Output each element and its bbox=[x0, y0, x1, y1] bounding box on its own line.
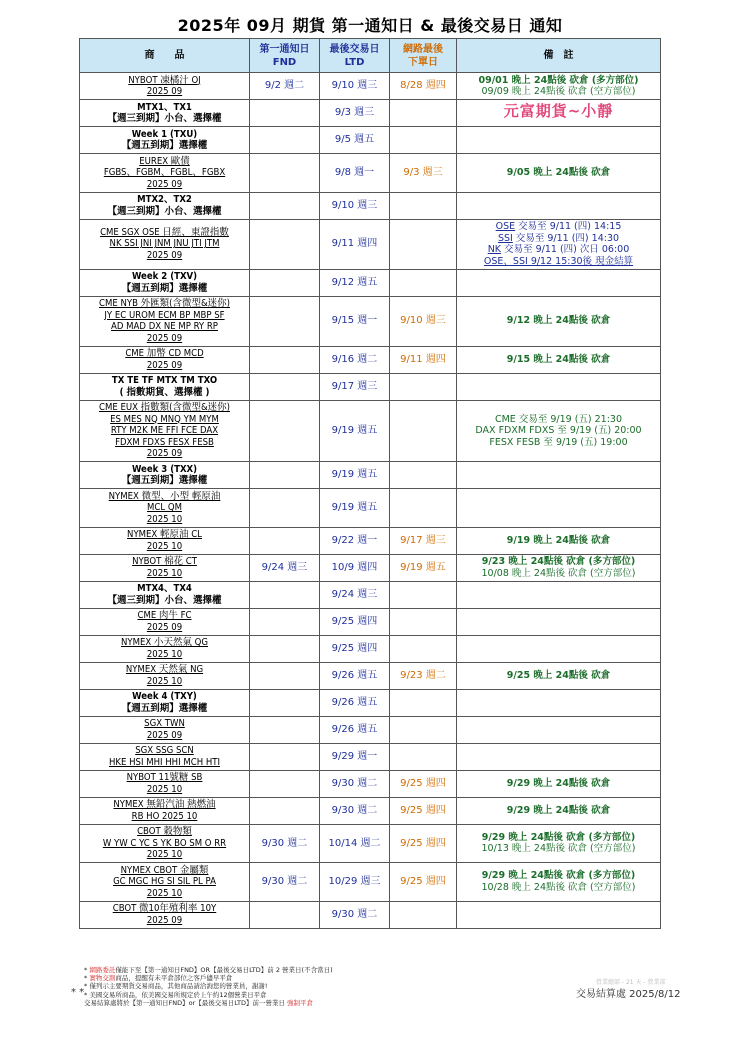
net-order-cell: 9/10 週三 bbox=[390, 296, 457, 346]
header-ltd-en: LTD bbox=[344, 56, 365, 68]
table-row bbox=[80, 863, 661, 902]
table-row bbox=[80, 901, 661, 928]
product-line: 2025 09 bbox=[146, 359, 183, 371]
faint-stamp: 營業總部 - 21 天 - 營業部 bbox=[596, 979, 666, 986]
note-cell bbox=[457, 373, 661, 400]
fnd-cell bbox=[250, 100, 320, 127]
product-line: MTX4、TX4 bbox=[137, 583, 192, 594]
product-cell bbox=[80, 797, 250, 824]
net-order-cell bbox=[390, 269, 457, 296]
net-order-cell bbox=[390, 689, 457, 716]
footnote-line: * 美國交易所商品，依美國交易所規定於上午約12個營業日平倉 bbox=[84, 990, 267, 999]
note-line: DAX FDXM FDXS 至 9/19 (五) 20:00 bbox=[475, 425, 642, 436]
product-cell bbox=[80, 462, 250, 489]
product-cell bbox=[80, 554, 250, 581]
table-row bbox=[80, 824, 661, 863]
product-cell bbox=[80, 527, 250, 554]
table-row bbox=[80, 219, 661, 269]
ltd-cell: 9/5 週五 bbox=[320, 127, 390, 154]
footnote-line: * 網路委託僅能下至【第一通知日FND】OR【最後交易日LTD】前 2 營業日(不含當日) bbox=[84, 966, 333, 974]
fnd-cell bbox=[250, 716, 320, 743]
note-line: 09/01 晚上 24點後 砍倉 (多方部位) bbox=[478, 74, 639, 86]
product-line: 2025 10 bbox=[146, 849, 183, 860]
net-order-cell bbox=[390, 127, 457, 154]
table-row bbox=[80, 73, 661, 100]
table-row bbox=[80, 635, 661, 662]
product-line: 【週五到期】選擇權 bbox=[121, 475, 208, 486]
fnd-cell bbox=[250, 400, 320, 462]
table-row bbox=[80, 100, 661, 127]
product-line: ES MES NQ MNQ YM MYM bbox=[110, 413, 219, 425]
product-line: NYMEX 無鉛汽油 熱燃油 bbox=[113, 799, 216, 810]
ltd-cell: 9/30 週二 bbox=[320, 901, 390, 928]
table-row bbox=[80, 296, 661, 346]
fnd-cell bbox=[250, 462, 320, 489]
fnd-cell bbox=[250, 662, 320, 689]
net-order-cell bbox=[390, 581, 457, 608]
note-line: 10/08 晚上 24點後 砍倉 (空方部位) bbox=[481, 567, 636, 579]
product-line: TX TE TF MTX TM TXO bbox=[111, 375, 218, 386]
net-order-cell bbox=[390, 219, 457, 269]
product-line: ( 指數期貨、選擇權 ) bbox=[119, 386, 210, 398]
product-cell bbox=[80, 716, 250, 743]
note-line: SSI 交易至 9/11 (四) 14:30 bbox=[497, 232, 620, 244]
header-ltd-zh: 最後交易日 bbox=[329, 43, 380, 55]
product-line: 2025 09 bbox=[146, 729, 183, 741]
ltd-cell: 9/24 週三 bbox=[320, 581, 390, 608]
note-cell bbox=[457, 901, 661, 928]
note-cell bbox=[457, 346, 661, 373]
product-line: 2025 09 bbox=[146, 332, 183, 344]
product-line: CBOT 穀物類 bbox=[137, 826, 192, 837]
header-fnd bbox=[250, 39, 320, 73]
fnd-cell bbox=[250, 527, 320, 554]
table-row bbox=[80, 581, 661, 608]
product-line: 2025 10 bbox=[146, 887, 183, 899]
note-line: OSE、SSI 9/12 15:30後 現金結算 bbox=[483, 255, 634, 267]
product-line: 2025 09 bbox=[146, 448, 183, 459]
net-order-cell bbox=[390, 635, 457, 662]
product-cell bbox=[80, 662, 250, 689]
footnote-line: 交易結算處將於【第一通知日FND】or【最後交易日LTD】前一營業日 強制平倉 bbox=[84, 998, 314, 1007]
net-order-cell bbox=[390, 716, 457, 743]
header-net-line2: 下單日 bbox=[408, 56, 438, 68]
product-line: MCL QM bbox=[147, 502, 182, 513]
product-line: Week 1 (TXU) bbox=[131, 128, 198, 140]
note-cell bbox=[457, 400, 661, 462]
product-line: CME 加幣 CD MCD bbox=[125, 348, 204, 359]
product-line: 2025 09 bbox=[146, 621, 183, 633]
ltd-cell: 9/12 週五 bbox=[320, 269, 390, 296]
product-line: CME EUX 指數類(含微型&迷你) bbox=[98, 402, 231, 413]
table-row bbox=[80, 608, 661, 635]
product-cell bbox=[80, 296, 250, 346]
product-line: GC MGC HG SI SIL PL PA bbox=[113, 876, 216, 887]
fnd-cell bbox=[250, 901, 320, 928]
product-line: NYMEX 天然氣 NG bbox=[125, 664, 204, 675]
ltd-cell: 9/10 週三 bbox=[320, 73, 390, 100]
table-row bbox=[80, 716, 661, 743]
note-cell bbox=[457, 716, 661, 743]
fnd-cell bbox=[250, 797, 320, 824]
product-cell bbox=[80, 608, 250, 635]
product-line: JY EC UROM ECM BP MBP SF bbox=[104, 309, 225, 321]
table-row bbox=[80, 770, 661, 797]
product-line: EUREX 歐債 bbox=[139, 155, 190, 167]
table-row bbox=[80, 462, 661, 489]
ltd-cell: 9/26 週五 bbox=[320, 662, 390, 689]
broker-stamp: 元富期貨~小靜 bbox=[503, 102, 614, 121]
fnd-cell bbox=[250, 192, 320, 219]
product-line: CBOT 微10年殖利率 10Y bbox=[112, 903, 217, 914]
product-cell bbox=[80, 770, 250, 797]
header-fnd-zh: 第一通知日 bbox=[259, 43, 310, 55]
fnd-cell: 9/30 週二 bbox=[250, 863, 320, 902]
note-cell bbox=[457, 192, 661, 219]
net-order-cell bbox=[390, 489, 457, 528]
product-cell bbox=[80, 635, 250, 662]
note-cell bbox=[457, 689, 661, 716]
ltd-cell: 10/14 週二 bbox=[320, 824, 390, 863]
product-line: 2025 10 bbox=[146, 540, 183, 552]
table-row bbox=[80, 743, 661, 770]
product-cell bbox=[80, 743, 250, 770]
product-line: NYBOT 棉花 CT bbox=[132, 556, 197, 567]
product-cell bbox=[80, 901, 250, 928]
schedule-table bbox=[79, 38, 661, 929]
product-cell bbox=[80, 489, 250, 528]
product-cell bbox=[80, 154, 250, 193]
net-order-cell bbox=[390, 192, 457, 219]
ltd-cell: 9/29 週一 bbox=[320, 743, 390, 770]
product-line: 2025 09 bbox=[146, 249, 183, 261]
note-line: 09/09 晚上 24點後 砍倉 (空方部位) bbox=[481, 86, 636, 97]
note-cell bbox=[457, 662, 661, 689]
product-line: Week 2 (TXV) bbox=[131, 271, 198, 282]
note-line: CME 交易至 9/19 (五) 21:30 bbox=[494, 413, 623, 425]
product-line: 【週五到期】選擇權 bbox=[121, 282, 208, 294]
note-cell bbox=[457, 462, 661, 489]
fnd-cell bbox=[250, 581, 320, 608]
fnd-cell bbox=[250, 296, 320, 346]
net-order-cell bbox=[390, 462, 457, 489]
product-cell bbox=[80, 400, 250, 462]
ltd-cell: 9/19 週五 bbox=[320, 489, 390, 528]
note-line: 9/15 晚上 24點後 砍倉 bbox=[506, 353, 611, 365]
table-row bbox=[80, 489, 661, 528]
net-order-cell: 8/28 週四 bbox=[390, 73, 457, 100]
note-cell bbox=[457, 219, 661, 269]
net-order-cell: 9/17 週三 bbox=[390, 527, 457, 554]
product-line: 【週三到期】小台、選擇權 bbox=[107, 594, 222, 606]
net-order-cell bbox=[390, 743, 457, 770]
note-cell bbox=[457, 269, 661, 296]
product-cell bbox=[80, 73, 250, 100]
note-cell bbox=[457, 73, 661, 100]
note-cell bbox=[457, 127, 661, 154]
fnd-cell bbox=[250, 154, 320, 193]
table-row bbox=[80, 373, 661, 400]
table-row bbox=[80, 346, 661, 373]
ltd-cell: 10/29 週三 bbox=[320, 863, 390, 902]
note-line: NK 交易至 9/11 (四) 次日 06:00 bbox=[487, 244, 630, 255]
note-line: 9/12 晚上 24點後 砍倉 bbox=[506, 315, 611, 327]
product-line: NYBOT 11號糖 SB bbox=[126, 772, 203, 783]
product-line: 【週三到期】小台、選擇權 bbox=[107, 113, 222, 124]
product-line: RB HO 2025 10 bbox=[131, 810, 198, 822]
ltd-cell: 9/25 週四 bbox=[320, 635, 390, 662]
product-line: NYMEX CBOT 金屬類 bbox=[120, 864, 209, 876]
ltd-cell: 9/30 週二 bbox=[320, 770, 390, 797]
product-line: NYMEX 微型、小型 輕原油 bbox=[108, 490, 221, 502]
product-line: Week 4 (TXY) bbox=[132, 691, 197, 702]
product-line: 2025 09 bbox=[146, 914, 183, 926]
net-order-cell: 9/25 週四 bbox=[390, 797, 457, 824]
product-line: RTY M2K ME FFI FCE DAX bbox=[110, 425, 219, 436]
ltd-cell: 9/17 週三 bbox=[320, 373, 390, 400]
note-cell bbox=[457, 581, 661, 608]
note-line: 9/25 晚上 24點後 砍倉 bbox=[506, 669, 611, 681]
footnote-star-mark: * * bbox=[71, 987, 85, 998]
table-row bbox=[80, 269, 661, 296]
ltd-cell: 9/19 週五 bbox=[320, 462, 390, 489]
note-cell bbox=[457, 296, 661, 346]
product-line: 2025 09 bbox=[146, 86, 183, 97]
net-order-cell: 9/23 週二 bbox=[390, 662, 457, 689]
ltd-cell: 9/30 週二 bbox=[320, 797, 390, 824]
ltd-cell: 9/26 週五 bbox=[320, 689, 390, 716]
ltd-cell: 9/15 週一 bbox=[320, 296, 390, 346]
note-line: 9/05 晚上 24點後 砍倉 bbox=[506, 167, 611, 178]
table-row bbox=[80, 797, 661, 824]
note-line: 9/29 晚上 24點後 砍倉 (多方部位) bbox=[481, 831, 636, 843]
ltd-cell: 9/19 週五 bbox=[320, 400, 390, 462]
product-line: FDXM FDXS FESX FESB bbox=[115, 436, 214, 448]
note-line: OSE 交易至 9/11 (四) 14:15 bbox=[495, 221, 622, 232]
note-cell bbox=[457, 797, 661, 824]
fnd-cell bbox=[250, 689, 320, 716]
note-line: 10/28 晚上 24點後 砍倉 (空方部位) bbox=[481, 881, 636, 893]
fnd-cell bbox=[250, 127, 320, 154]
product-line: 【週三到期】小台、選擇權 bbox=[107, 205, 222, 217]
ltd-cell: 9/22 週一 bbox=[320, 527, 390, 554]
product-line: NYMEX 輕原油 CL bbox=[127, 529, 202, 540]
ltd-cell: 9/10 週三 bbox=[320, 192, 390, 219]
header-product: 商 品 bbox=[80, 39, 250, 73]
product-line: 【週五到期】選擇權 bbox=[121, 702, 208, 714]
ltd-cell: 9/3 週三 bbox=[320, 100, 390, 127]
product-line: MTX1、TX1 bbox=[137, 101, 192, 113]
header-net-order bbox=[390, 39, 457, 73]
product-line: NYMEX 小天然氣 QG bbox=[120, 637, 209, 648]
product-cell bbox=[80, 689, 250, 716]
header-ltd bbox=[320, 39, 390, 73]
table-row bbox=[80, 127, 661, 154]
table-row bbox=[80, 154, 661, 193]
footnote-line: * 僅列示主要期貨交易商品，其他商品請洽詢您的營業員，謝謝! bbox=[84, 982, 268, 991]
footer-org-date: 交易結算處 2025/8/12 bbox=[576, 989, 681, 1000]
note-line: 10/13 晚上 24點後 砍倉 (空方部位) bbox=[481, 843, 636, 855]
note-line: 9/23 晚上 24點後 砍倉 (多方部位) bbox=[481, 556, 636, 567]
note-cell bbox=[457, 608, 661, 635]
product-cell bbox=[80, 373, 250, 400]
table-row bbox=[80, 689, 661, 716]
table-row bbox=[80, 192, 661, 219]
ltd-cell: 10/9 週四 bbox=[320, 554, 390, 581]
product-line: CME NYB 外匯類(含微型&迷你) bbox=[99, 298, 230, 309]
ltd-cell: 9/26 週五 bbox=[320, 716, 390, 743]
fnd-cell bbox=[250, 635, 320, 662]
table-row bbox=[80, 527, 661, 554]
net-order-cell: 9/25 週四 bbox=[390, 863, 457, 902]
note-cell bbox=[457, 743, 661, 770]
net-order-cell bbox=[390, 400, 457, 462]
note-line: 9/29 晚上 24點後 砍倉 bbox=[506, 777, 611, 789]
note-cell bbox=[457, 554, 661, 581]
product-line: 【週五到期】選擇權 bbox=[121, 140, 208, 151]
footnotes bbox=[84, 966, 514, 1007]
header-note: 備 註 bbox=[457, 39, 661, 73]
product-line: SGX SSG SCN bbox=[135, 745, 194, 756]
ltd-cell: 9/8 週一 bbox=[320, 154, 390, 193]
product-line: SGX TWN bbox=[144, 718, 185, 729]
fnd-cell: 9/2 週二 bbox=[250, 73, 320, 100]
net-order-cell: 9/11 週四 bbox=[390, 346, 457, 373]
product-cell bbox=[80, 269, 250, 296]
page-title: 2025年 09月 期貨 第一通知日 & 最後交易日 通知 bbox=[177, 16, 563, 35]
product-cell bbox=[80, 346, 250, 373]
note-cell bbox=[457, 100, 661, 127]
product-line: 2025 09 bbox=[146, 178, 183, 190]
net-order-cell bbox=[390, 373, 457, 400]
note-line: FESX FESB 至 9/19 (五) 19:00 bbox=[489, 436, 628, 448]
note-cell bbox=[457, 824, 661, 863]
note-cell bbox=[457, 770, 661, 797]
fnd-cell bbox=[250, 489, 320, 528]
fnd-cell bbox=[250, 770, 320, 797]
note-line: 9/29 晚上 24點後 砍倉 bbox=[506, 804, 611, 816]
footnote-line: * 實物交割商品，提醒有未平倉部位之客戶儘早平倉 bbox=[84, 974, 233, 983]
fnd-cell bbox=[250, 608, 320, 635]
product-cell bbox=[80, 127, 250, 154]
product-cell bbox=[80, 100, 250, 127]
note-cell bbox=[457, 489, 661, 528]
net-order-cell bbox=[390, 608, 457, 635]
product-line: AD MAD DX NE MP RY RP bbox=[111, 321, 218, 332]
product-cell bbox=[80, 581, 250, 608]
header-net-line1: 網路最後 bbox=[403, 43, 443, 55]
ltd-cell: 9/11 週四 bbox=[320, 219, 390, 269]
note-cell bbox=[457, 635, 661, 662]
product-cell bbox=[80, 219, 250, 269]
fnd-cell bbox=[250, 269, 320, 296]
product-line: CME 肉牛 FC bbox=[137, 610, 192, 621]
fnd-cell bbox=[250, 219, 320, 269]
product-line: W YW C YC S YK BO SM O RR bbox=[102, 837, 227, 849]
net-order-cell: 9/25 週四 bbox=[390, 770, 457, 797]
product-line: CME SGX OSE 日經、東證指數 bbox=[100, 226, 229, 238]
net-order-cell bbox=[390, 100, 457, 127]
table-row bbox=[80, 400, 661, 462]
product-cell bbox=[80, 863, 250, 902]
product-line: MTX2、TX2 bbox=[137, 194, 192, 205]
product-line: Week 3 (TXX) bbox=[131, 463, 198, 475]
note-cell bbox=[457, 527, 661, 554]
fnd-cell bbox=[250, 346, 320, 373]
product-line: 2025 10 bbox=[146, 513, 183, 525]
header-fnd-en: FND bbox=[272, 56, 297, 68]
product-cell bbox=[80, 192, 250, 219]
ltd-cell: 9/16 週二 bbox=[320, 346, 390, 373]
net-order-cell: 9/3 週三 bbox=[390, 154, 457, 193]
product-line: 2025 10 bbox=[146, 567, 183, 579]
product-cell bbox=[80, 824, 250, 863]
note-line: 9/19 晚上 24點後 砍倉 bbox=[506, 534, 611, 546]
product-line: 2025 10 bbox=[146, 783, 183, 795]
table-header-row bbox=[80, 39, 661, 73]
net-order-cell bbox=[390, 901, 457, 928]
product-line: NYBOT 凍橘汁 OJ bbox=[128, 74, 201, 86]
table-row bbox=[80, 662, 661, 689]
fnd-cell bbox=[250, 743, 320, 770]
product-line: 2025 10 bbox=[146, 675, 183, 687]
table-row bbox=[80, 554, 661, 581]
net-order-cell: 9/19 週五 bbox=[390, 554, 457, 581]
note-cell bbox=[457, 863, 661, 902]
fnd-cell: 9/30 週二 bbox=[250, 824, 320, 863]
note-line: 9/29 晚上 24點後 砍倉 (多方部位) bbox=[481, 870, 636, 882]
net-order-cell: 9/25 週四 bbox=[390, 824, 457, 863]
product-line: FGBS、FGBM、FGBL、FGBX bbox=[103, 167, 226, 178]
ltd-cell: 9/25 週四 bbox=[320, 608, 390, 635]
fnd-cell bbox=[250, 373, 320, 400]
product-line: NK SSI JNI JNM JNU JTI JTM bbox=[109, 238, 220, 250]
product-line: HKE HSI MHI HHI MCH HTI bbox=[108, 756, 221, 768]
product-line: 2025 10 bbox=[146, 648, 183, 660]
note-cell bbox=[457, 154, 661, 193]
fnd-cell: 9/24 週三 bbox=[250, 554, 320, 581]
